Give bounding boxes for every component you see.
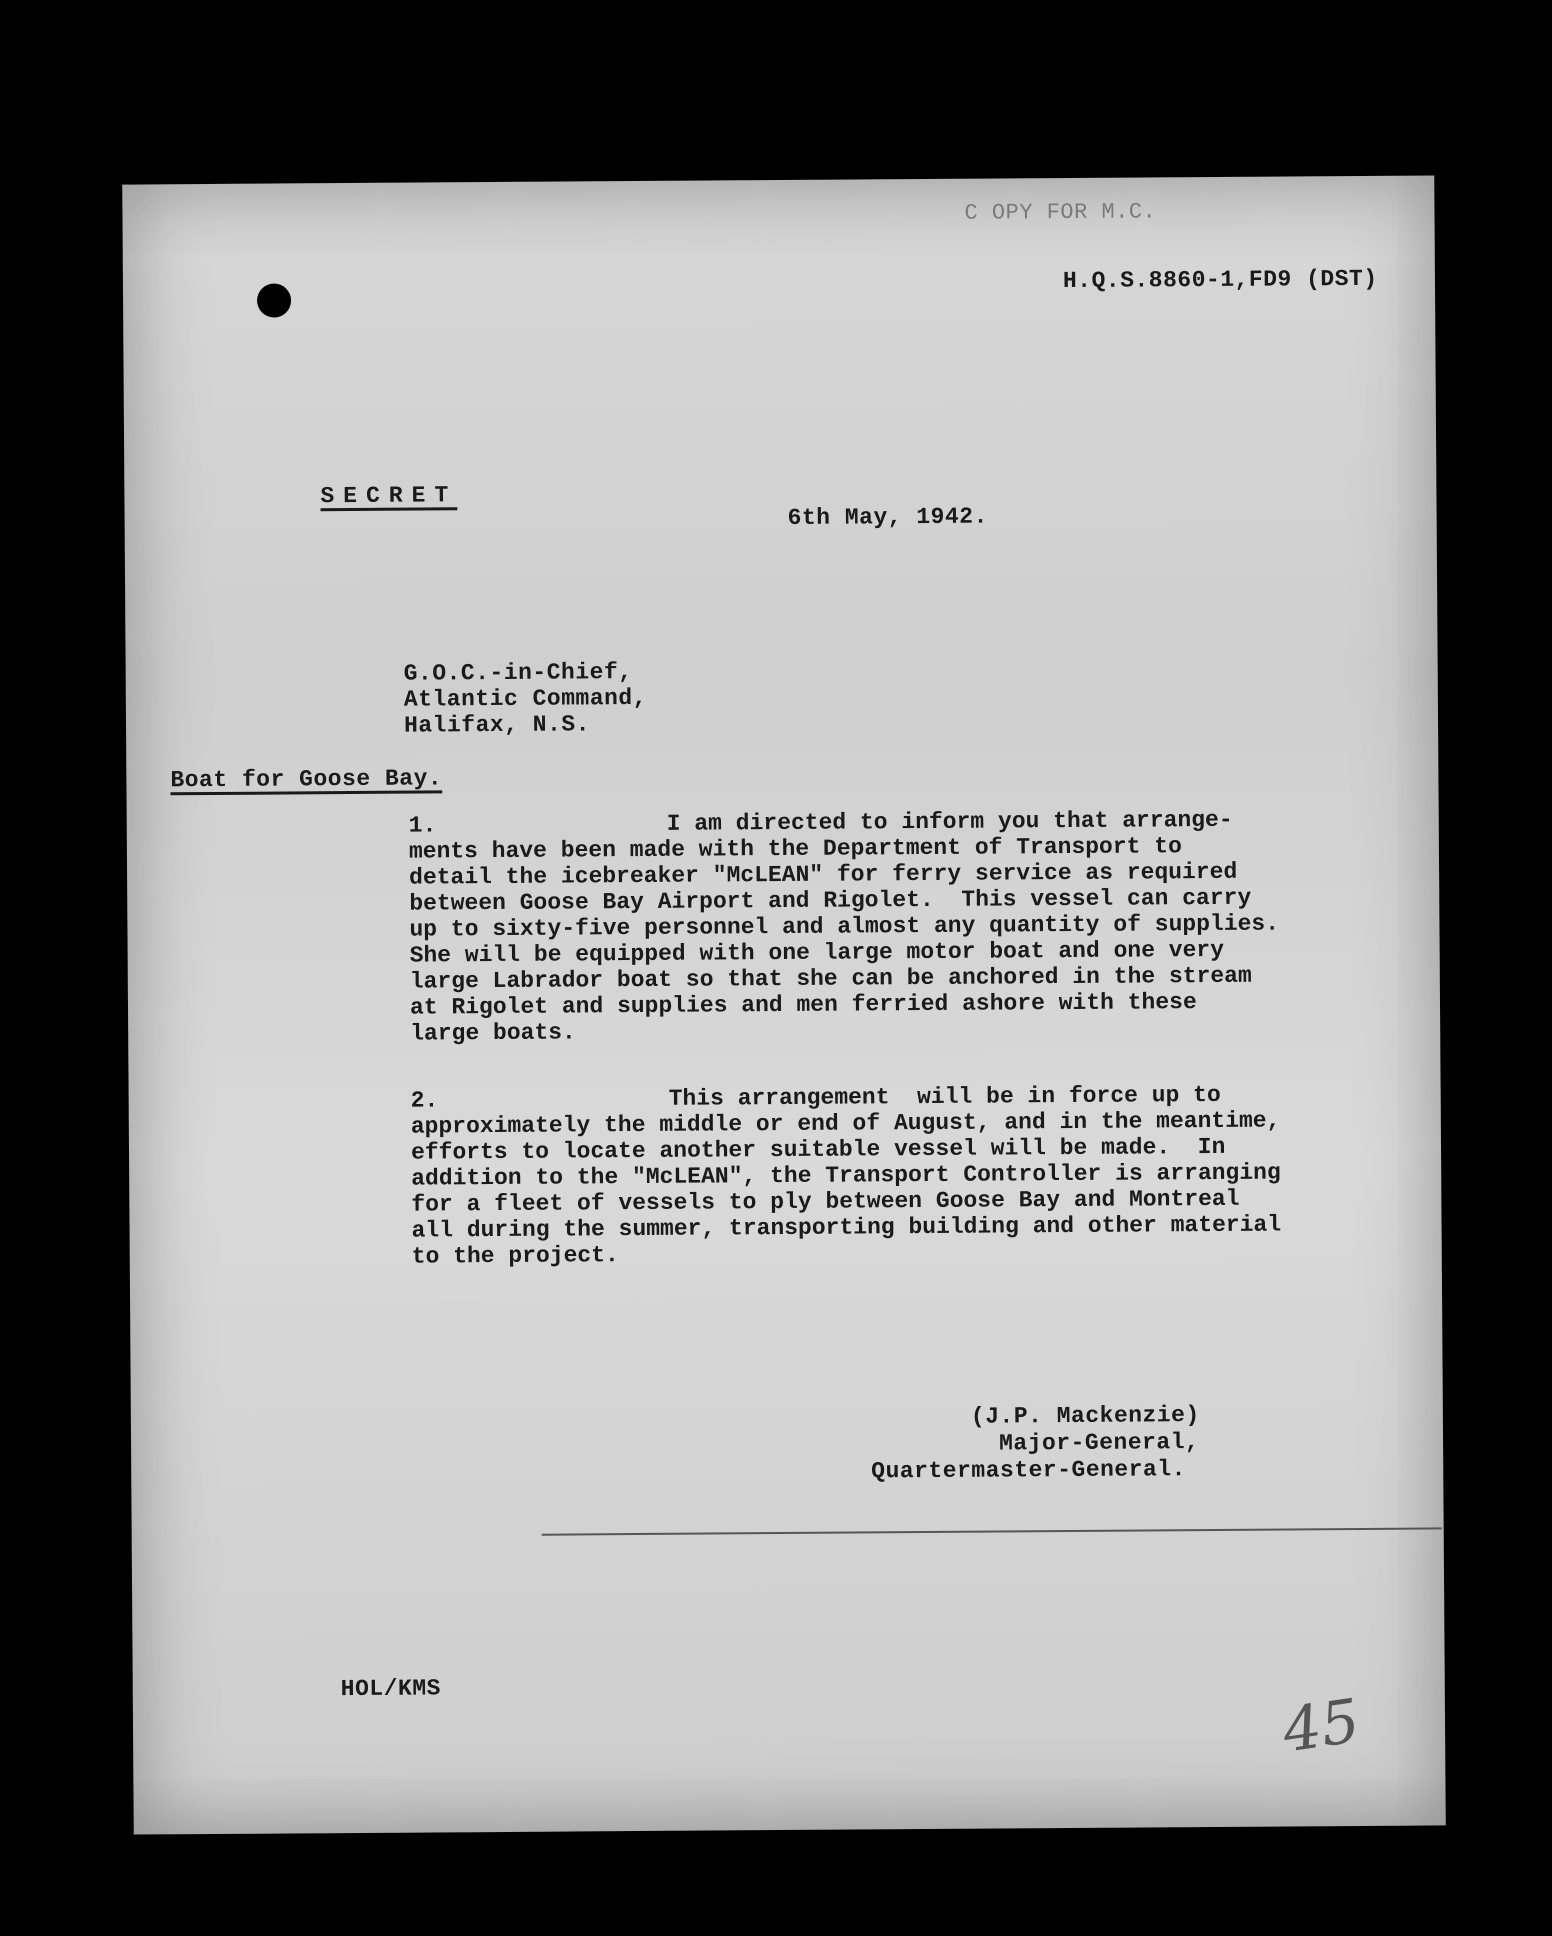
letter-date: 6th May, 1942.	[787, 503, 988, 531]
punch-hole	[257, 283, 291, 317]
paragraph-line: for a fleet of vessels to ply between Goose Bay and Montreal	[411, 1185, 1240, 1218]
paragraph-line: between Goose Bay Airport and Rigolet. This vessel can carry	[409, 884, 1252, 917]
paragraph-line: addition to the "McLEAN", the Transport Controller is arranging	[411, 1159, 1281, 1192]
addressee-line: Atlantic Command,	[403, 684, 648, 713]
paragraph-line: up to sixty-five personnel and almost any quantity of supplies.	[409, 910, 1280, 943]
paragraph-line: She will be equipped with one large motor boat and one very	[409, 936, 1225, 969]
paragraph-number: 1.	[408, 812, 437, 839]
paragraph-line: ments have been made with the Department of Transport to	[408, 833, 1182, 865]
classification-stamp: SECRET	[320, 482, 458, 510]
divider-line	[542, 1527, 1442, 1535]
typist-initials: HOL/KMS	[340, 1675, 441, 1703]
signatory-rank: Major-General,	[998, 1429, 1200, 1457]
subject-heading: Boat for Goose Bay.	[170, 765, 443, 794]
copy-note: C OPY FOR M.C.	[964, 199, 1157, 226]
paragraph-line: to the project.	[411, 1242, 619, 1270]
paragraph-line: large boats.	[410, 1019, 576, 1047]
file-reference: H.Q.S.8860-1,FD9 (DST)	[1062, 265, 1378, 295]
paragraph-line: This arrangement will be in force up to	[668, 1081, 1221, 1112]
addressee-line: Halifax, N.S.	[403, 711, 591, 739]
addressee-line: G.O.C.-in-Chief,	[403, 659, 633, 687]
paragraph-line: approximately the middle or end of August, and in the meantime,	[410, 1107, 1281, 1140]
paragraph-line: all during the summer, transporting building and other material	[411, 1211, 1282, 1244]
handwritten-page-number: 45	[1278, 1686, 1365, 1767]
paragraph-line: at Rigolet and supplies and men ferried ashore with these	[409, 989, 1197, 1021]
paragraph-line: detail the icebreaker "McLEAN" for ferry service as required	[409, 858, 1238, 891]
paragraph-line: large Labrador boat so that she can be anchored in the stream	[409, 962, 1252, 995]
paragraph-number: 2.	[410, 1087, 439, 1114]
document-page	[122, 175, 1445, 1834]
signatory-name: (J.P. Mackenzie)	[970, 1402, 1200, 1430]
paragraph-line: efforts to locate another suitable vessel will be made. In	[410, 1133, 1226, 1166]
signatory-title: Quartermaster-General.	[871, 1456, 1186, 1485]
paragraph-line: I am directed to inform you that arrange-	[666, 806, 1233, 837]
